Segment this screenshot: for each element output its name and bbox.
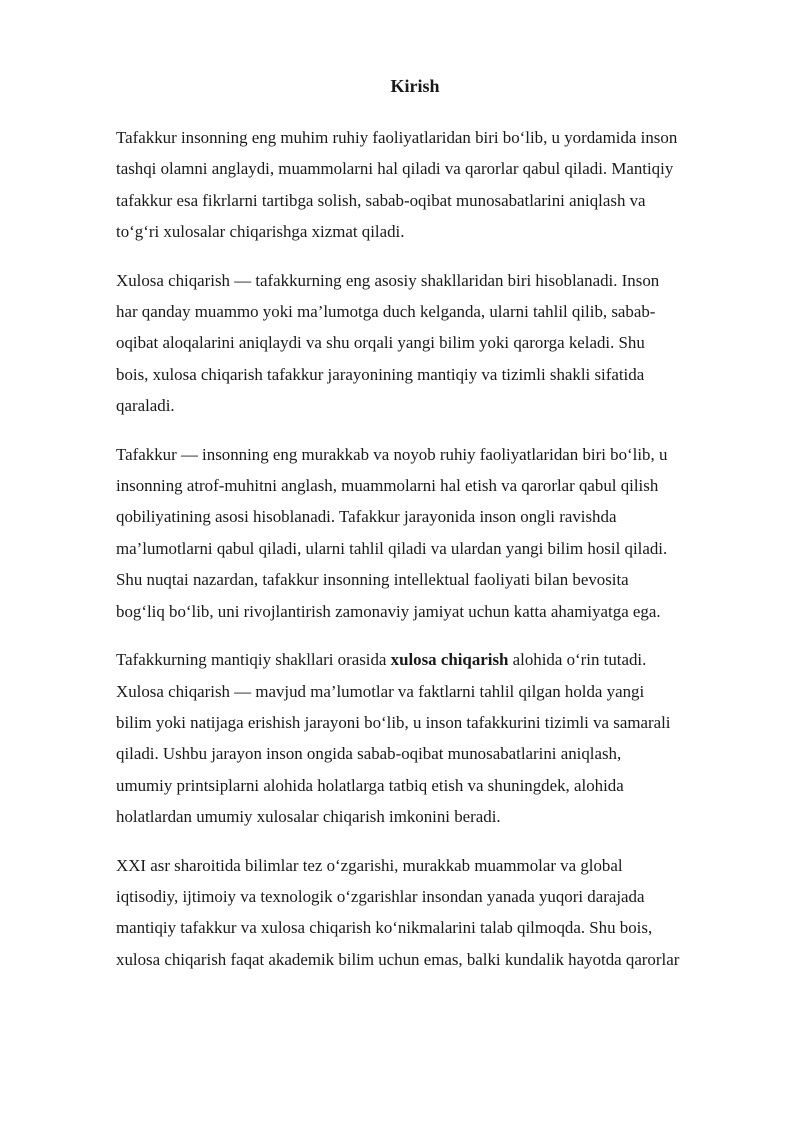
paragraph-line: har qanday muammo yoki ma’lumotga duch kelganda, ularni tahlil qilib, sabab- [116,302,656,322]
paragraph-4 [116,644,744,832]
paragraph-line: ma’lumotlarni qabul qiladi, ularni tahlil qiladi va ulardan yangi bilim hosil qiladi. [116,538,668,558]
paragraph-line: bog‘liq bo‘lib, uni rivojlantirish zamonaviy jamiyat uchun katta ahamiyatga ega. [116,601,661,621]
paragraph-line: oqibat aloqalarini aniqlaydi va shu orqali yangi bilim yoki qarorga keladi. Shu [116,333,645,353]
paragraph-line: XXI asr sharoitida bilimlar tez o‘zgarishi, murakkab muammolar va global [116,855,623,875]
paragraph-line: tashqi olamni anglaydi, muammolarni hal qiladi va qarorlar qabul qiladi. Mantiqiy [116,159,674,179]
paragraph-3 [116,439,744,627]
paragraph-line: insonning atrof-muhitni anglash, muammolarni hal etish va qarorlar qabul qilish [116,476,659,496]
paragraph-line: bilim yoki natijaga erishish jarayoni bo‘lib, u inson tafakkurini tizimli va samarali [116,712,671,732]
paragraph-line: qaraladi. [116,396,175,416]
inline-text: alohida o‘rin tutadi. [508,650,647,670]
paragraph-line: to‘g‘ri xulosalar chiqarishga xizmat qiladi. [116,222,405,242]
paragraph-1 [116,122,744,248]
paragraph-line: bois, xulosa chiqarish tafakkur jarayonining mantiqiy va tizimli shakli sifatida [116,364,645,384]
paragraph-line: Xulosa chiqarish — tafakkurning eng asosiy shakllaridan biri hisoblanadi. Inson [116,270,660,290]
paragraph-line: qobiliyatining asosi hisoblanadi. Tafakkur jarayonida inson ongli ravishda [116,507,617,527]
bold-term: xulosa chiqarish [390,650,509,670]
paragraph-line: holatlardan umumiy xulosalar chiqarish imkonini beradi. [116,807,501,827]
paragraph-line: mantiqiy tafakkur va xulosa chiqarish ko‘nikmalarini talab qilmoqda. Shu bois, [116,918,653,938]
paragraph-line: tafakkur esa fikrlarni tartibga solish, sabab-oqibat munosabatlarini aniqlash va [116,190,646,210]
page-title: Kirish [390,76,440,96]
inline-text: Tafakkurning mantiqiy shakllari orasida [116,650,391,670]
paragraph-line [116,644,744,675]
paragraph-line: iqtisodiy, ijtimoiy va texnologik o‘zgarishlar insondan yanada yuqori darajada [116,886,645,906]
paragraph-line: umumiy printsiplarni alohida holatlarga tatbiq etish va shuningdek, alohida [116,775,624,795]
document-page [116,70,744,992]
paragraph-2 [116,265,744,422]
paragraph-line: Tafakkur — insonning eng murakkab va noyob ruhiy faoliyatlaridan biri bo‘lib, u [116,444,668,464]
paragraph-5 [116,850,744,976]
paragraph-line: qiladi. Ushbu jarayon inson ongida sabab-oqibat munosabatlarini aniqlash, [116,744,622,764]
paragraph-line: Xulosa chiqarish — mavjud ma’lumotlar va faktlarni tahlil qilgan holda yangi [116,681,645,701]
paragraph-line: xulosa chiqarish faqat akademik bilim uchun emas, balki kundalik hayotda qarorlar [116,949,680,969]
paragraph-line: Shu nuqtai nazardan, tafakkur insonning intellektual faoliyati bilan bevosita [116,570,629,590]
paragraph-line: Tafakkur insonning eng muhim ruhiy faoliyatlaridan biri bo‘lib, u yordamida inson [116,128,678,147]
